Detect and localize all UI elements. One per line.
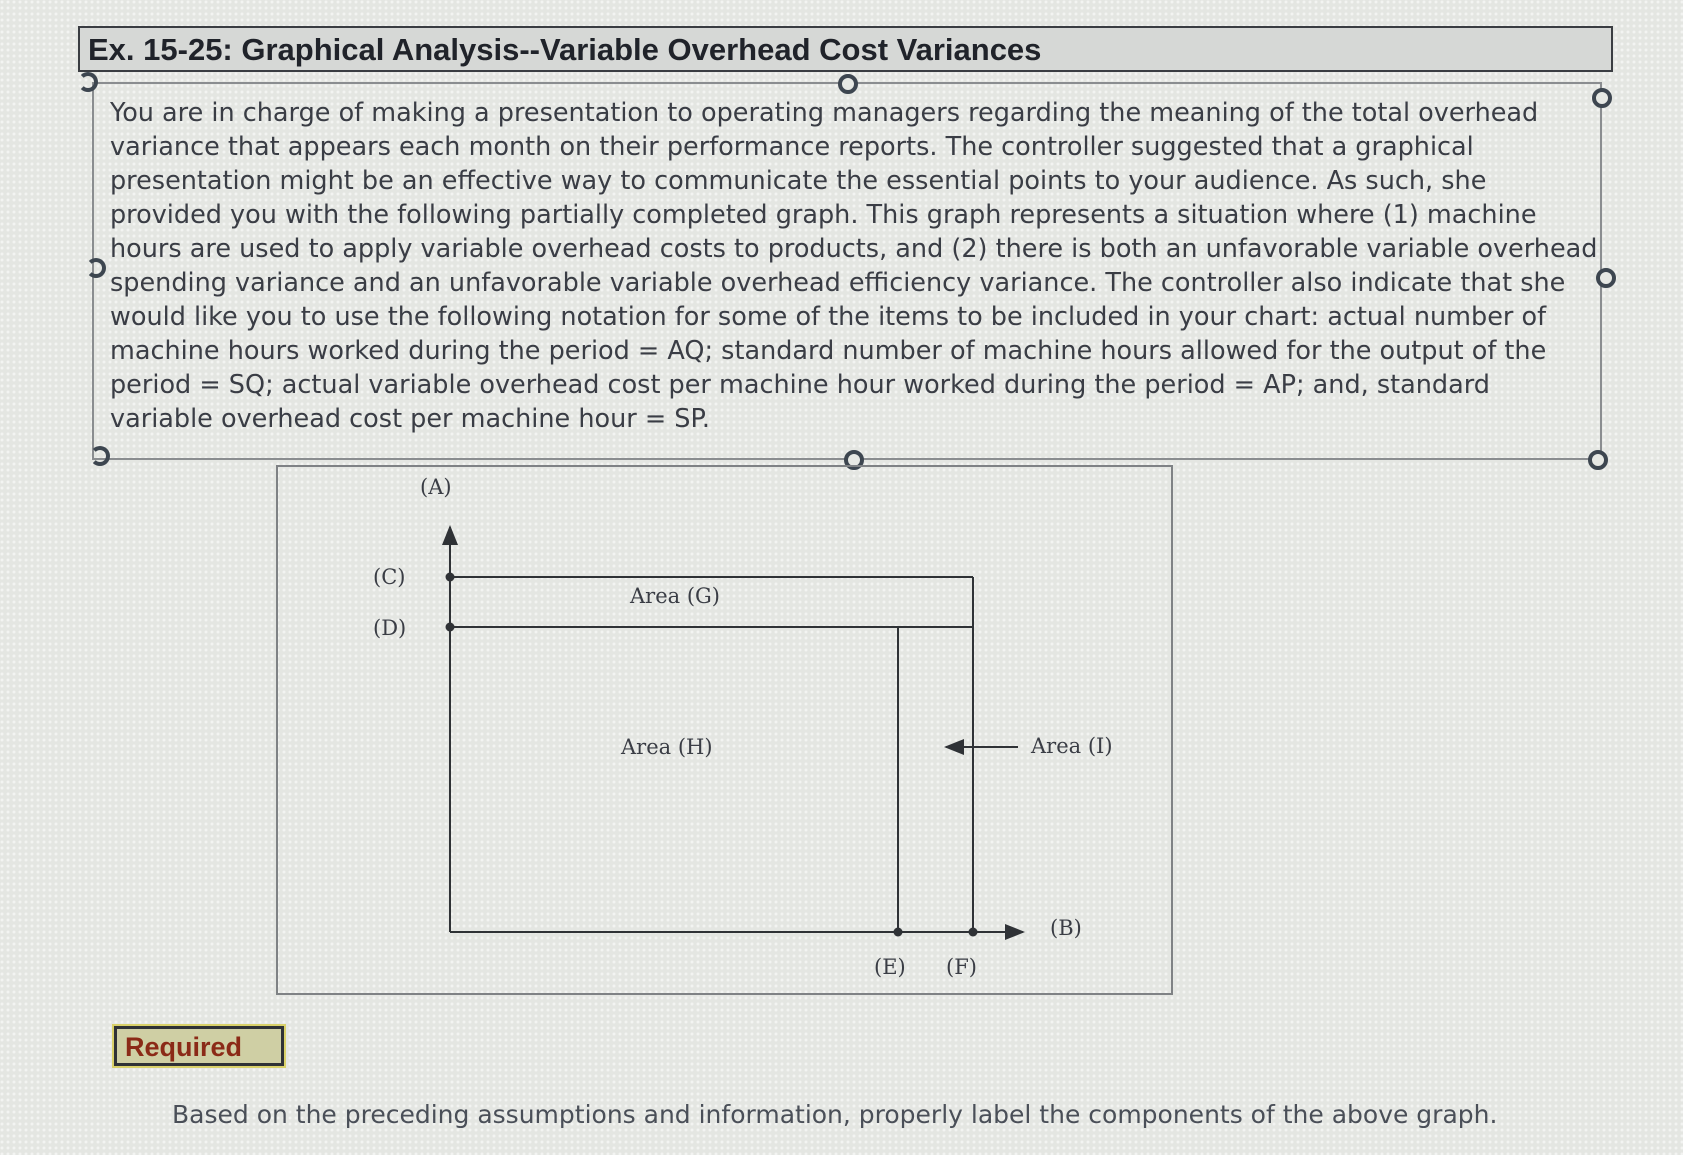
point-c	[446, 573, 455, 582]
graph-canvas	[278, 467, 1171, 993]
required-button[interactable]	[114, 1026, 284, 1066]
problem-text-box[interactable]	[92, 82, 1602, 460]
point-e	[894, 928, 903, 937]
resize-handle-top-right[interactable]	[1592, 88, 1612, 108]
label-b: (B)	[1050, 916, 1082, 940]
resize-handle-middle-left[interactable]	[86, 258, 106, 278]
area-i-label: Area (I)	[1031, 734, 1113, 758]
resize-handle-top-middle[interactable]	[838, 74, 858, 94]
point-f	[969, 928, 978, 937]
label-f: (F)	[946, 955, 977, 979]
point-d	[446, 623, 455, 632]
area-h-label: Area (H)	[621, 735, 713, 759]
resize-handle-bottom-right[interactable]	[1588, 450, 1608, 470]
label-a: (A)	[420, 475, 452, 499]
instruction-text: Based on the preceding assumptions and information, properly label the components of the above graph.	[172, 1100, 1498, 1129]
resize-handle-bottom-left[interactable]	[90, 446, 110, 466]
label-c: (C)	[373, 565, 406, 589]
variance-graph	[276, 465, 1173, 995]
label-d: (D)	[373, 616, 407, 640]
resize-handle-middle-right[interactable]	[1596, 268, 1616, 288]
label-e: (E)	[874, 955, 906, 979]
required-label: Required	[125, 1032, 243, 1062]
exercise-title: Ex. 15-25: Graphical Analysis--Variable Overhead Cost Variances	[88, 32, 1042, 67]
resize-handle-top-left[interactable]	[78, 72, 98, 92]
area-g-label: Area (G)	[630, 584, 720, 608]
exercise-title-bar	[78, 26, 1613, 72]
problem-paragraph: You are in charge of making a presentation to operating managers regarding the meaning of the total overhead variance that appears each month on their performance reports. The controller suggested that a graphical presentation might be an effective way to communicate the essential points to your audience. As such, she provided you with the following partially completed graph. This graph represents a situation where (1) machine hours are used to apply variable overhead costs to products, and (2) there is both an unfavorable variable overhead spending variance and an unfavorable variable overhead efficiency variance. The controller also indicate that she would like you to use the following notation for some of the items to be included in your chart: actual number of machine hours worked during the period = AQ; standard number of machine hours allowed for the output of the period = SQ; actual variable overhead cost per machine hour worked during the period = AP; and, standard variable overhead cost per machine hour = SP.	[110, 98, 1598, 434]
